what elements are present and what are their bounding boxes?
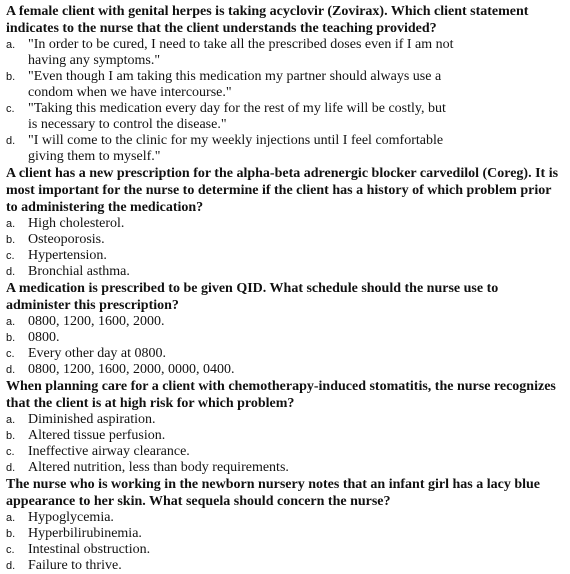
- question-3: [6, 280, 564, 378]
- option-letter: b.: [6, 528, 16, 540]
- option-text: Intestinal obstruction.: [28, 542, 151, 557]
- option-d: [6, 362, 564, 378]
- option-letter: d.: [6, 266, 16, 278]
- option-text: "Even though I am taking this medication my partner should always use a condom when we have intercourse.": [28, 69, 442, 100]
- option-letter: c.: [6, 103, 15, 115]
- option-text: "In order to be cured, I need to take all the prescribed doses even if I am not having any symptoms.": [28, 37, 454, 68]
- option-text: Ineffective airway clearance.: [28, 444, 190, 459]
- option-text: Altered nutrition, less than body requirements.: [28, 460, 289, 475]
- option-list: [6, 314, 564, 378]
- question-4: [6, 378, 564, 476]
- question-2: [6, 165, 564, 280]
- option-list: [6, 37, 564, 165]
- option-letter: a.: [6, 316, 16, 328]
- option-list: [6, 510, 564, 573]
- option-letter: d.: [6, 462, 16, 474]
- option-d: [6, 558, 564, 573]
- option-letter: d.: [6, 560, 16, 572]
- option-letter: b.: [6, 430, 16, 442]
- option-c: [6, 248, 564, 264]
- option-list: [6, 412, 564, 476]
- option-text: Bronchial asthma.: [28, 264, 130, 279]
- question-stem: A female client with genital herpes is taking acyclovir (Zovirax). Which client statement indicates to the nurse that the client understands the teaching provided?: [6, 4, 529, 36]
- option-list: [6, 216, 564, 280]
- option-a: [6, 314, 564, 330]
- option-letter: c.: [6, 250, 15, 262]
- option-c: [6, 542, 564, 558]
- option-d: [6, 133, 564, 165]
- option-text: "I will come to the clinic for my weekly injections until I feel comfortable giving them to myself.": [28, 133, 444, 164]
- question-1: [6, 3, 564, 165]
- option-a: [6, 510, 564, 526]
- option-b: [6, 232, 564, 248]
- option-letter: b.: [6, 234, 16, 246]
- option-d: [6, 264, 564, 280]
- option-text: Altered tissue perfusion.: [28, 428, 166, 443]
- option-c: [6, 101, 564, 133]
- question-stem: A medication is prescribed to be given QID. What schedule should the nurse use to administer this prescription?: [6, 281, 499, 313]
- option-d: [6, 460, 564, 476]
- option-text: 0800, 1200, 1600, 2000.: [28, 314, 165, 329]
- option-text: Hypoglycemia.: [28, 510, 114, 525]
- option-letter: a.: [6, 512, 16, 524]
- option-b: [6, 428, 564, 444]
- option-letter: c.: [6, 544, 15, 556]
- question-stem: When planning care for a client with chemotherapy-induced stomatitis, the nurse recognizes that the client is at high risk for which problem?: [6, 379, 556, 411]
- option-letter: a.: [6, 218, 16, 230]
- option-b: [6, 526, 564, 542]
- option-text: 0800, 1200, 1600, 2000, 0000, 0400.: [28, 362, 235, 377]
- option-text: Every other day at 0800.: [28, 346, 167, 361]
- option-a: [6, 412, 564, 428]
- option-a: [6, 37, 564, 69]
- option-letter: a.: [6, 414, 16, 426]
- document-page: [6, 3, 564, 573]
- option-text: Hypertension.: [28, 248, 107, 263]
- option-text: High cholesterol.: [28, 216, 125, 231]
- question-5: [6, 476, 564, 573]
- option-text: Failure to thrive.: [28, 558, 122, 573]
- option-letter: c.: [6, 348, 15, 360]
- option-b: [6, 69, 564, 101]
- option-b: [6, 330, 564, 346]
- option-text: "Taking this medication every day for the rest of my life will be costly, but is necessary to control the disease.": [28, 101, 446, 132]
- option-letter: c.: [6, 446, 15, 458]
- option-text: Diminished aspiration.: [28, 412, 156, 427]
- option-letter: b.: [6, 332, 16, 344]
- option-letter: a.: [6, 39, 16, 51]
- option-text: Hyperbilirubinemia.: [28, 526, 142, 541]
- option-c: [6, 444, 564, 460]
- option-letter: d.: [6, 135, 16, 147]
- option-c: [6, 346, 564, 362]
- question-stem: A client has a new prescription for the alpha-beta adrenergic blocker carvedilol (Coreg). It is most important for the nurse to determine if the client has a history of which problem prior to administering the medication?: [6, 166, 559, 215]
- option-letter: d.: [6, 364, 16, 376]
- option-text: 0800.: [28, 330, 60, 345]
- option-text: Osteoporosis.: [28, 232, 105, 247]
- option-letter: b.: [6, 71, 16, 83]
- option-a: [6, 216, 564, 232]
- question-stem: The nurse who is working in the newborn nursery notes that an infant girl has a lacy blue appearance to her skin. What sequela should concern the nurse?: [6, 477, 541, 509]
